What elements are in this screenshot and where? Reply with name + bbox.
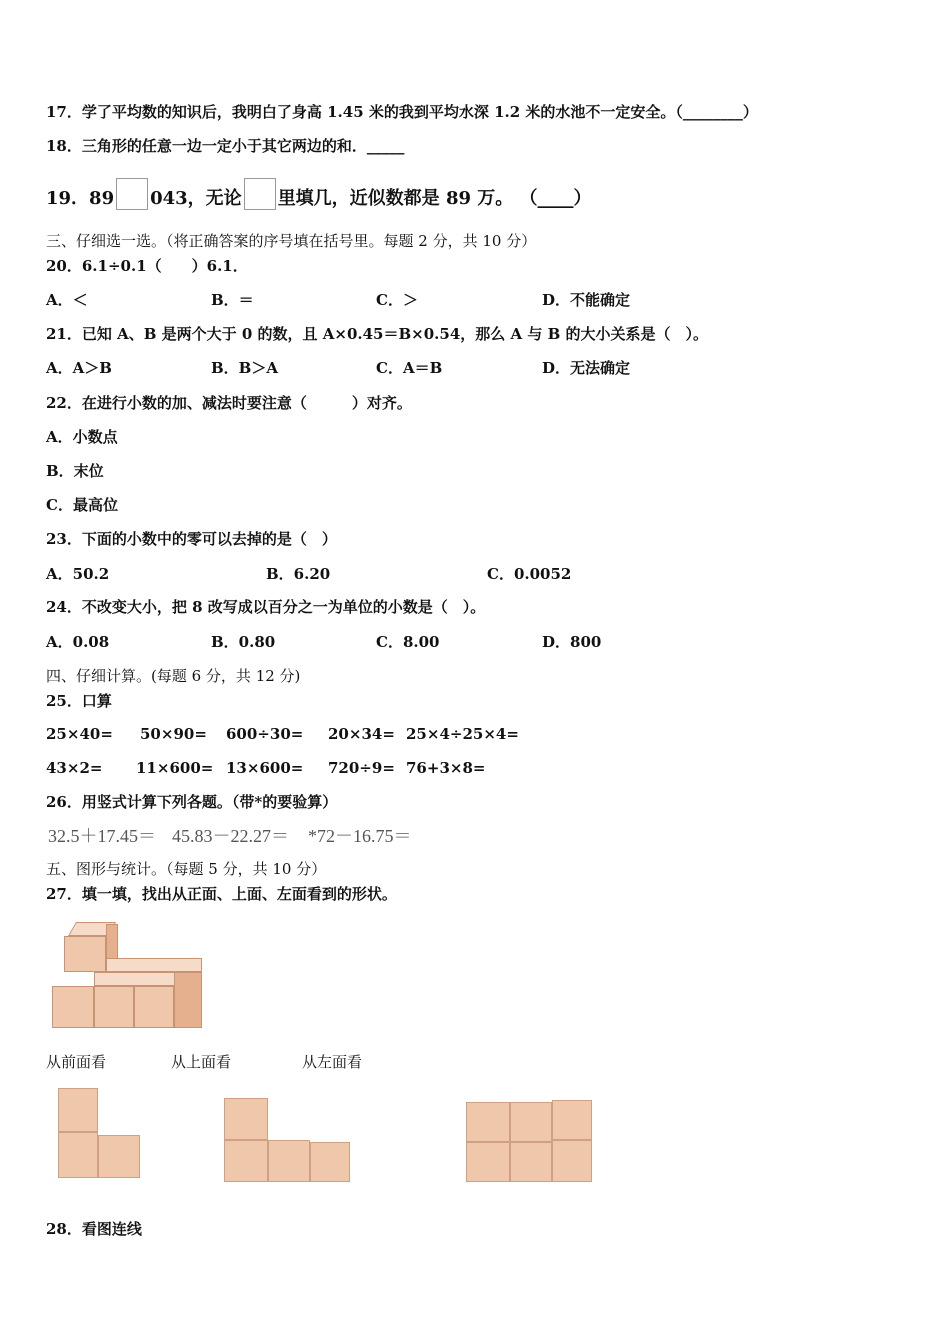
section-5-title: 五、图形与统计。（每题 5 分，共 10 分） [46, 860, 327, 878]
q21-option-c: C．A＝B [376, 359, 443, 377]
calc-item: 720÷9= [328, 759, 395, 777]
section-4-title: 四、仔细计算。(每题 6 分，共 12 分) [46, 667, 301, 685]
q22-option-b: B．末位 [46, 462, 104, 480]
calc-item: 13×600= [226, 759, 304, 777]
question-19 [46, 178, 592, 212]
view-label-top: 从上面看 [171, 1053, 232, 1071]
q19-part-c: 里填几，近似数都是 89 万。 （____） [277, 188, 592, 209]
q22-option-c: C．最高位 [46, 496, 118, 514]
cube-stack-figure [48, 918, 208, 1030]
view-shape-2 [222, 1096, 352, 1184]
q24-option-a: A．0.08 [46, 633, 110, 651]
question-22: 22．在进行小数的加、减法时要注意（ ）对齐。 [46, 394, 412, 412]
question-26: 26．用竖式计算下列各题。（带*的要验算） [46, 793, 338, 811]
question-18: 18．三角形的任意一边一定小于其它两边的和．_____ [46, 137, 405, 155]
calc-item: 600÷30= [226, 725, 304, 743]
q23-option-c: C．0.0052 [487, 565, 572, 583]
q20-option-d: D．不能确定 [542, 291, 631, 309]
calc-item: 20×34= [328, 725, 395, 743]
q26-expr: 32.5＋17.45＝ [48, 826, 156, 846]
question-25: 25．口算 [46, 692, 112, 710]
q23-option-b: B．6.20 [266, 565, 331, 583]
q24-option-d: D．800 [542, 633, 602, 651]
q26-expr: *72－16.75＝ [308, 826, 412, 846]
question-17: 17．学了平均数的知识后，我明白了身高 1.45 米的我到平均水深 1.2 米的水池不一定安全。（________） [46, 103, 758, 121]
q24-option-c: C．8.00 [376, 633, 440, 651]
q23-option-a: A．50.2 [46, 565, 110, 583]
q24-option-b: B．0.80 [211, 633, 276, 651]
calc-item: 11×600= [136, 759, 214, 777]
q19-part-b: 043，无论 [150, 188, 242, 209]
calc-item: 50×90= [140, 725, 207, 743]
q19-part-a: 19．89 [46, 188, 115, 209]
q21-option-a: A．A＞B [46, 359, 112, 377]
view-shape-1 [56, 1088, 142, 1182]
q22-option-a: A．小数点 [46, 428, 118, 446]
question-23: 23．下面的小数中的零可以去掉的是（ ） [46, 530, 337, 548]
question-27: 27．填一填，找出从正面、上面、左面看到的形状。 [46, 885, 397, 903]
blank-box [116, 178, 148, 210]
calc-item: 25×40= [46, 725, 113, 743]
blank-box [244, 178, 276, 210]
calc-item: 25×4÷25×4= [406, 725, 519, 743]
question-21: 21．已知 A、B 是两个大于 0 的数，且 A×0.45＝B×0.54，那么 A 与 B 的大小关系是（ ）。 [46, 325, 708, 343]
question-28: 28．看图连线 [46, 1220, 142, 1238]
calc-item: 43×2= [46, 759, 103, 777]
view-shape-3 [466, 1100, 594, 1184]
q21-option-d: D．无法确定 [542, 359, 631, 377]
section-3-title: 三、仔细选一选。（将正确答案的序号填在括号里。每题 2 分，共 10 分） [46, 232, 537, 250]
question-20: 20．6.1÷0.1（ ）6.1． [46, 257, 248, 275]
q20-option-b: B．＝ [211, 291, 254, 309]
q20-option-a: A．＜ [46, 291, 88, 309]
q20-option-c: C．＞ [376, 291, 418, 309]
question-24: 24．不改变大小，把 8 改写成以百分之一为单位的小数是（ ）。 [46, 598, 486, 616]
q21-option-b: B．B＞A [211, 359, 278, 377]
calc-item: 76+3×8= [406, 759, 486, 777]
q26-expr: 45.83－22.27＝ [172, 826, 289, 846]
view-label-left: 从左面看 [302, 1053, 363, 1071]
view-label-front: 从前面看 [46, 1053, 107, 1071]
